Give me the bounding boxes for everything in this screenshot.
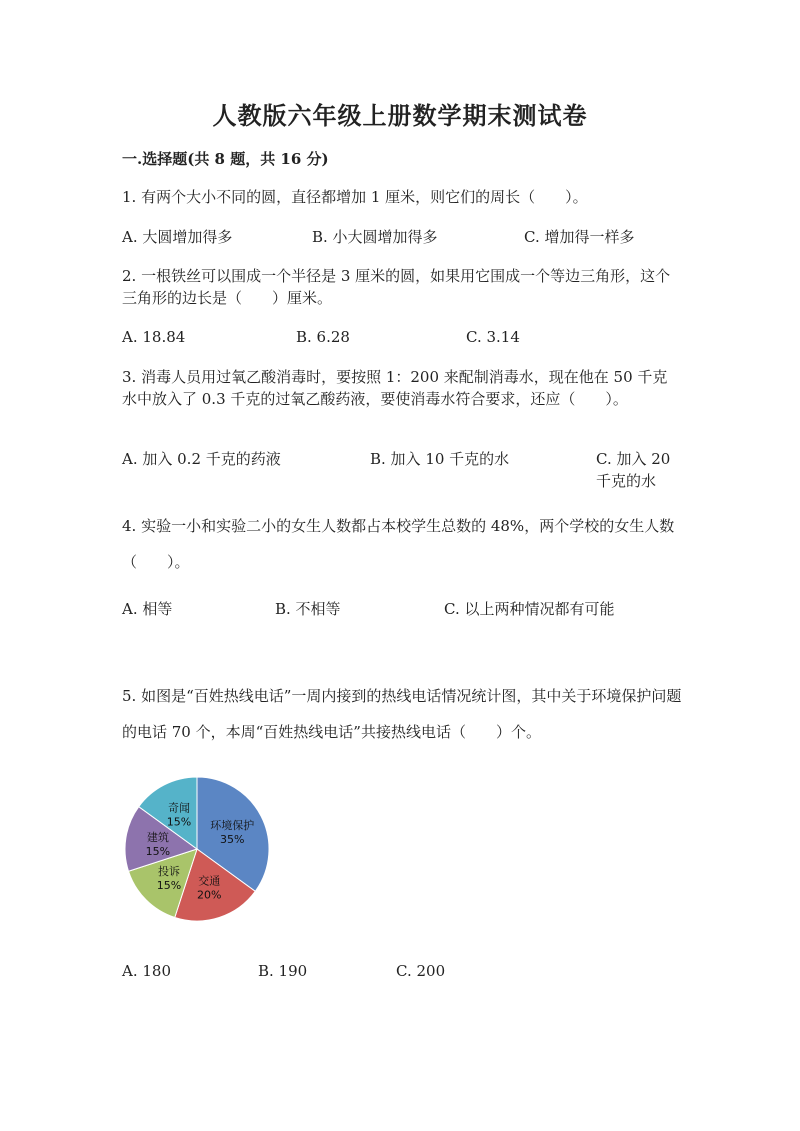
question-3-stem: 3. 消毒人员用过氧乙酸消毒时，要按照 1：200 来配制消毒水，现在他在 50 千克水中放入了 0.3 千克的过氧乙酸药液，要使消毒水符合要求，还应（ ）。 — [122, 368, 668, 408]
pie-slice-value-1: 20% — [197, 888, 222, 902]
pie-slice-label-0: 环境保护 — [210, 819, 255, 833]
question-3-option-c: C. 加入 20 千克的水 — [596, 450, 671, 490]
question-1-stem: 1. 有两个大小不同的圆，直径都增加 1 厘米，则它们的周长（ ）。 — [122, 188, 588, 206]
question-4-option-a: A. 相等 — [122, 600, 173, 618]
pie-slice-label-1: 交通 — [198, 874, 221, 888]
pie-slice-label-4: 奇闻 — [168, 801, 191, 815]
question-1-option-c: C. 增加得一样多 — [524, 228, 635, 246]
section-heading: 一.选择题(共 8 题，共 16 分) — [122, 150, 329, 168]
page-title: 人教版六年级上册数学期末测试卷 — [212, 101, 588, 130]
pie-slice-value-4: 15% — [166, 815, 192, 829]
question-2-option-b: B. 6.28 — [296, 328, 350, 346]
question-1-option-b: B. 小大圆增加得多 — [312, 228, 438, 246]
pie-slice-label-3: 建筑 — [146, 830, 169, 844]
question-5-stem: 5. 如图是“百姓热线电话”一周内接到的热线电话情况统计图，其中关于环境保护问题的电话 70 个，本周“百姓热线电话”共接热线电话（ ）个。 — [122, 687, 682, 741]
question-1-option-a: A. 大圆增加得多 — [122, 228, 233, 246]
question-4-option-b: B. 不相等 — [275, 600, 341, 618]
question-5-option-b: B. 190 — [258, 962, 308, 980]
question-2-option-c: C. 3.14 — [466, 328, 520, 346]
question-2-option-a: A. 18.84 — [122, 328, 186, 346]
question-5-option-c: C. 200 — [396, 962, 446, 980]
pie-slice-label-2: 投诉 — [157, 865, 180, 879]
pie-slice-value-0: 35% — [220, 833, 245, 847]
pie-slice-value-3: 15% — [145, 844, 171, 858]
question-4-stem: 4. 实验一小和实验二小的女生人数都占本校学生总数的 48%，两个学校的女生人数（ ）。 — [122, 517, 675, 571]
question-3-option-b: B. 加入 10 千克的水 — [370, 450, 510, 468]
pie-chart — [118, 770, 278, 930]
question-4-option-c: C. 以上两种情况都有可能 — [444, 600, 615, 618]
question-5-option-a: A. 180 — [122, 962, 171, 980]
pie-slice-value-2: 15% — [156, 879, 182, 893]
question-3-option-a: A. 加入 0.2 千克的药液 — [122, 450, 281, 468]
question-2-stem: 2. 一根铁丝可以围成一个半径是 3 厘米的圆，如果用它围成一个等边三角形，这个三角形的边长是（ ）厘米。 — [122, 267, 671, 307]
